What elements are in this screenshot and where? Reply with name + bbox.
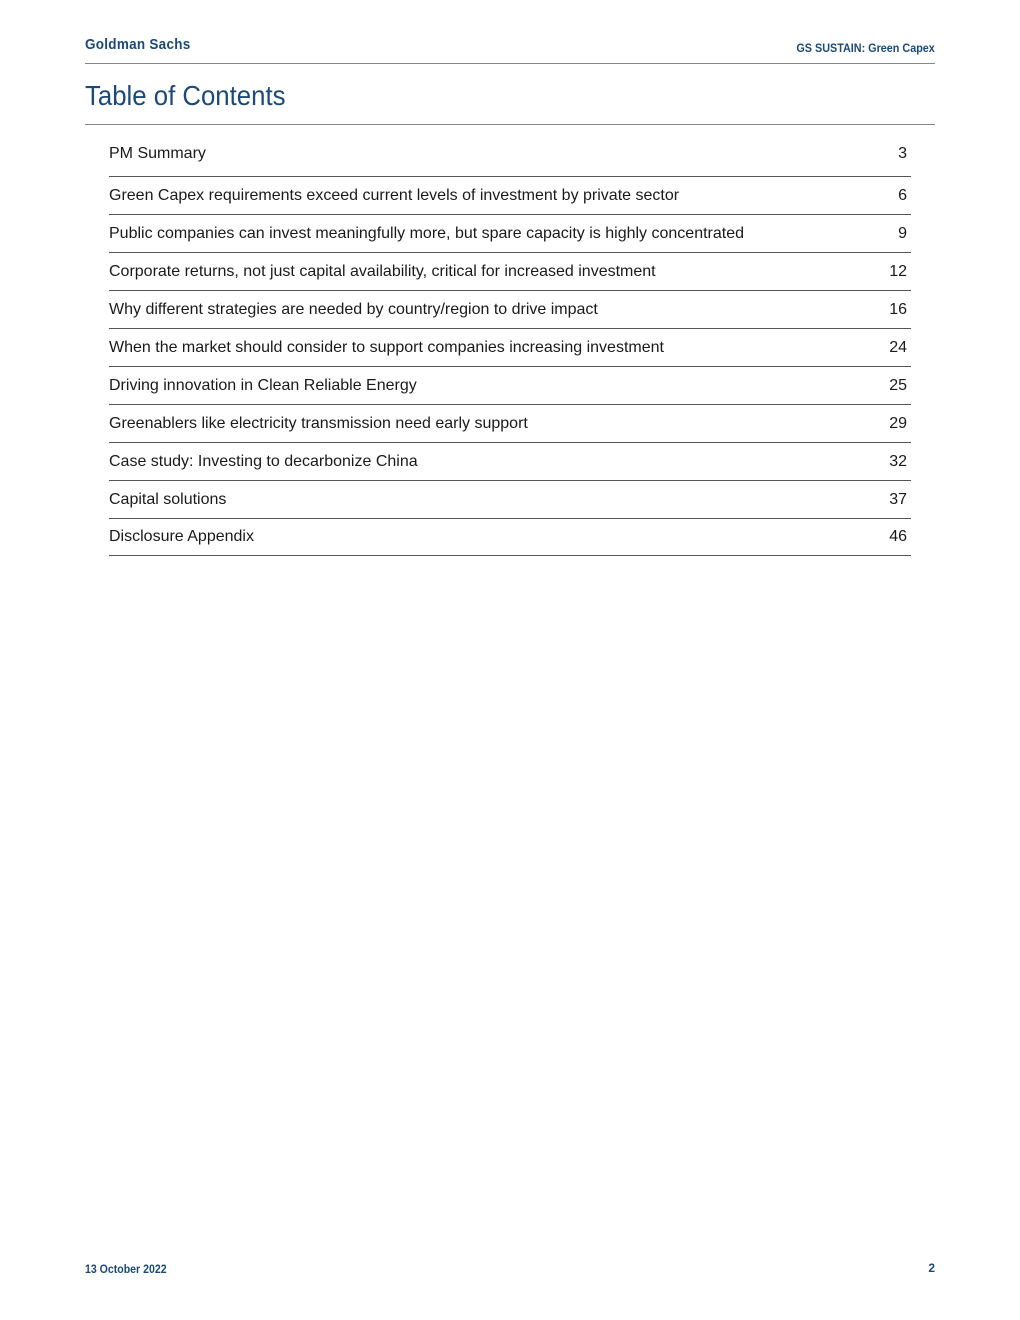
toc-entry-label[interactable]: Driving innovation in Clean Reliable Energy	[109, 376, 417, 394]
toc-entry-page: 3	[898, 144, 907, 162]
toc-entry-label[interactable]: Capital solutions	[109, 490, 227, 508]
header-divider	[85, 63, 935, 64]
toc-entry-page: 29	[889, 414, 907, 432]
toc-entry-page: 12	[889, 262, 907, 280]
toc-entry[interactable]	[109, 443, 911, 481]
toc-entry-label[interactable]: When the market should consider to support companies increasing investment	[109, 338, 664, 356]
toc-entry[interactable]	[109, 177, 911, 215]
brand-name: Goldman Sachs	[85, 36, 191, 53]
toc-entry[interactable]	[109, 405, 911, 443]
toc-entry[interactable]	[109, 215, 911, 253]
toc-entry-label[interactable]: Green Capex requirements exceed current levels of investment by private sector	[109, 186, 680, 204]
footer-date: 13 October 2022	[85, 1262, 167, 1276]
table-of-contents	[109, 125, 911, 556]
toc-entry[interactable]	[109, 481, 911, 519]
toc-entry-label[interactable]: Public companies can invest meaningfully more, but spare capacity is highly concentrated	[109, 224, 744, 242]
toc-entry-page: 24	[889, 338, 907, 356]
toc-entry-page: 37	[889, 490, 907, 508]
toc-entry-page: 46	[889, 528, 907, 545]
toc-entry-label[interactable]: Why different strategies are needed by country/region to drive impact	[109, 300, 598, 318]
footer-page-number: 2	[928, 1261, 935, 1275]
toc-entry-label[interactable]: Greenablers like electricity transmission need early support	[109, 414, 528, 432]
toc-entry-label[interactable]: PM Summary	[109, 144, 206, 162]
toc-entry-label[interactable]: Corporate returns, not just capital availability, critical for increased investment	[109, 262, 656, 280]
toc-entry[interactable]	[109, 519, 911, 556]
toc-entry-label[interactable]: Disclosure Appendix	[109, 528, 254, 545]
report-title: GS SUSTAIN: Green Capex	[796, 41, 935, 55]
toc-entry-page: 16	[889, 300, 907, 318]
toc-entry-label[interactable]: Case study: Investing to decarbonize China	[109, 452, 418, 470]
toc-entry-page: 25	[889, 376, 907, 394]
page-title: Table of Contents	[85, 80, 286, 111]
toc-entry-page: 6	[898, 186, 907, 204]
toc-entry[interactable]	[109, 253, 911, 291]
toc-entry[interactable]	[109, 367, 911, 405]
toc-entry-page: 32	[889, 452, 907, 470]
toc-entry-page: 9	[898, 224, 907, 242]
toc-entry[interactable]	[109, 125, 911, 177]
toc-entry[interactable]	[109, 329, 911, 367]
toc-entry[interactable]	[109, 291, 911, 329]
